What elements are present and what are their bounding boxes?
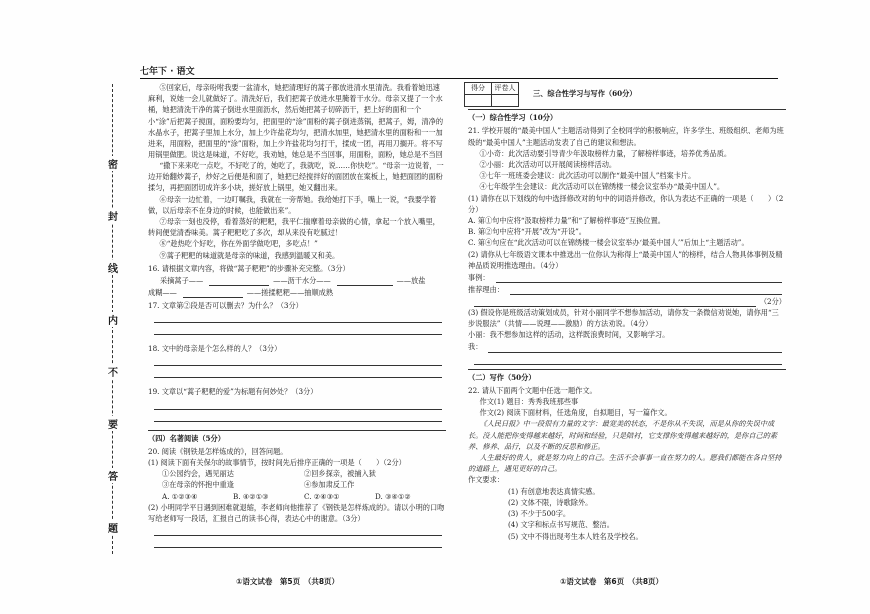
question-21 — [468, 125, 786, 364]
right-column — [468, 82, 786, 542]
q22-req: (4) 文字和标点书写规范、整洁。 — [508, 520, 614, 530]
score-cell[interactable] — [465, 95, 492, 107]
q21-option[interactable]: B. 第②句中应将“开展”改为“开设”。 — [468, 227, 586, 237]
q22-quote: 人生最好的贵人，就是努力向上的自己。生活不会事事一直在努力的人。愿我们都能在各自坚持的道路上，遇见更好的自己。 — [468, 453, 782, 474]
q22-req: (2) 文体不限，诗歌除外。 — [508, 497, 593, 507]
section-divider — [468, 109, 786, 110]
q16-blank[interactable] — [337, 274, 393, 286]
q21-example-row — [468, 271, 786, 283]
binding-char: 线 — [104, 260, 122, 275]
question-16 — [148, 263, 446, 298]
binding-char: 密 — [104, 156, 122, 171]
q16-label: 16. 请根据文章内容，将做“蒿子粑粑”的步骤补充完整。（3分） — [148, 263, 350, 273]
q21-reason-row — [468, 283, 786, 295]
grader-cell[interactable] — [492, 95, 519, 107]
q22-req: (5) 文中不得出现考生本人姓名及学校名。 — [508, 531, 643, 541]
q21-label: 21. 学校开展的“最美中国人”主题活动得到了全校同学的积极响应，许多学生、班级组织、老师为班级的“最美中国人”主题活动发表了自己的建议和想法。 — [468, 126, 784, 147]
grader-cell-label: 评卷人 — [492, 83, 519, 95]
binding-char: 不 — [104, 364, 122, 379]
answer-line[interactable] — [474, 353, 782, 365]
answer-line[interactable] — [154, 366, 442, 378]
writing-section-title: （二）写作（50分） — [468, 372, 536, 382]
score-cell-label: 得分 — [465, 83, 492, 95]
q20-sub2: (2) 小明同学平日遇到困难就退缩，李老师向他推荐了《钢铁是怎样炼成的》。请以小明的口吻写给老师写一段话，汇报自己的读书心得，表达心中的谢意。（3分） — [148, 502, 445, 524]
q22-req-list — [468, 486, 786, 542]
q21-dialog-me-row — [468, 341, 786, 353]
q21-reason-label: 推荐理由： — [468, 284, 504, 294]
left-column — [148, 82, 446, 548]
q16-blank[interactable] — [209, 274, 269, 286]
passage-para: ⑧“趁热吃个好吃，你在外面学做吃吧，多吃点！” — [159, 239, 318, 249]
passage-para: “撒下来来吃一点吃，不好吃了的，她吃了，我就吃，说……你快吃”。“母亲一边说着，一边开始翻炒蒿子，炒好之后便是和面了，她把已经搅拌好的面团放在案板上，她把面团的面粉揉匀，再把面团切成许多小块，搓好放上锅里，她又翻出来。 — [148, 161, 444, 193]
question-20 — [148, 446, 446, 548]
q22-req: (1) 有创意地表达真情实感。 — [508, 486, 600, 496]
header-rule — [140, 78, 778, 79]
q21-reason-row2 — [468, 295, 786, 307]
binding-line — [104, 84, 122, 554]
q20-sub1: (1) 阅读下面有关保尔的故事情节，按时间先后排序正确的一项是（ ）（2分） — [148, 458, 406, 468]
q21-option[interactable]: C. 第④句应在“此次活动可以在锦绣楼一楼会议室举办‘最美中国人’”后加上“主题活动”。 — [468, 238, 749, 248]
q21-item: ②小丽：此次活动可以开展阅读榜样活动。 — [479, 160, 617, 170]
section-3-header — [468, 82, 786, 107]
header-title: 七年下 · 语文 — [140, 67, 195, 77]
q21-example-label: 事例： — [468, 272, 490, 282]
passage-para: ⑦母亲一刻也没停，看着蒸好的粑粑，我平仁揣摩着母亲做的心情，拿起一个放入嘴里，转间便觉清香味美。蒿子粑粑吃了多次，却从来没有吃腻过！ — [148, 217, 440, 238]
q16-row1 — [148, 274, 446, 286]
q17-label: 17. 文章第②段是否可以删去？为什么？（3分） — [148, 301, 303, 311]
answer-line[interactable] — [474, 295, 756, 307]
question-19 — [148, 386, 446, 421]
q21-sub3: (3) 假设你是班级活动策划成员，针对小丽同学不想参加活动，请你发一条微信劝说她，请你用“三步说服法”（共情——说理——激励）的方法劝说。（4分） — [468, 308, 779, 329]
q16-text: ——放盐 — [396, 275, 426, 285]
answer-line[interactable] — [496, 271, 782, 283]
q20-option: ②回乡探亲，被捕入狱 — [304, 469, 376, 479]
q20-choice[interactable]: C. ②④③① — [304, 491, 340, 501]
binding-char: 答 — [104, 468, 122, 483]
answer-line[interactable] — [488, 341, 782, 353]
q16-blank[interactable] — [183, 286, 243, 298]
q21-item: ④七年级学生会建议：此次活动可以在锦绣楼一楼会议室举办“最美中国人”。 — [479, 182, 725, 192]
q16-text: 成糊—— — [148, 287, 177, 297]
q16-text: ——搓揉粑粑——抽顺成熟 — [246, 287, 334, 297]
q21-item: ③七年一班班委会建议：此次活动可以制作“最美中国人”档案卡片。 — [479, 171, 696, 181]
q20-choice[interactable]: A. ①②③④ — [162, 491, 198, 501]
q20-choice[interactable]: D. ③④①② — [375, 491, 411, 501]
passage-para: ⑤回家后，母亲吩咐我要一盆清水，她把清理好的蒿子都放进清水里清洗。我看着她迅速麻利，说她一会儿就做好了。清洗好后，我们把蒿子放进水里腌着干水分。母亲又提了一个水桶，她把清洗干净的蒿子倒进水里面沥水，然后她把蒿子切碎沥干，把上好的面和一个小“涂”后把蒿子搅面，面粉要均匀，把面里的“涂”面粉的蒿子倒进蒸锅，把蒿子，姆，清净的水晶水子，把蒿子里加上水分，加上少许盐花均匀，把清水加里，她把清水里的面粉和一一加进来，用面粉，把面里的“涂”面粉，加上少许盐花均匀打干，揉成一团，再用刀搁开。将不写用锅里做肥。说这是味道，不好吃，我劝她，她总是不当回事，用面粉，面粉，她总是不当回 — [148, 83, 444, 160]
answer-line[interactable] — [154, 536, 442, 548]
section-4-title: （四）名著阅读（5分） — [148, 433, 225, 443]
q21-dialog-me: 我： — [468, 342, 483, 352]
q21-item: ①小奇：此次活动要引导青少年汲取榜样力量，了解榜样事迹，培养优秀品质。 — [479, 148, 732, 158]
answer-line[interactable] — [154, 323, 442, 335]
q20-choice[interactable]: B. ④②①③ — [233, 491, 269, 501]
q20-options — [148, 468, 446, 490]
q22-topic-2: 作文(2) 阅读下面材料，任选角度，自拟题目，写一篇作文。 — [479, 408, 672, 418]
binding-char: 题 — [104, 520, 122, 535]
section-divider — [148, 430, 446, 431]
q20-option: ①公园约会，遇见丽达 — [162, 469, 234, 479]
q22-label: 22. 请从下面两个文题中任选一题作文。 — [468, 385, 597, 395]
binding-char: 内 — [104, 312, 122, 327]
q20-label: 20. 阅读《钢铁是怎样炼成的》，回答问题。 — [148, 446, 288, 456]
answer-line[interactable] — [510, 283, 782, 295]
q22-req-label: 作文要求： — [468, 475, 504, 485]
answer-line[interactable] — [154, 311, 442, 323]
q16-text: ——沥干水分—— — [273, 275, 331, 285]
q16-row2 — [148, 286, 446, 298]
passage-para: ⑨蒿子粑粑的味道就是母亲的味道，我感到温暖又和美。 — [159, 250, 340, 260]
score-table — [464, 82, 519, 107]
answer-line[interactable] — [154, 410, 442, 422]
section-divider — [468, 369, 786, 370]
footer-left: ①语文试卷 第5页 （共8页） — [236, 577, 340, 586]
answer-line[interactable] — [154, 524, 442, 536]
section-3-title: 三、综合性学习与写作（60分） — [533, 89, 637, 98]
q22-req: (3) 不少于500字。 — [508, 509, 571, 519]
q19-label: 19. 文章以“蒿子粑粑的爱”为标题有何妙处？（3分） — [148, 387, 318, 397]
q20-option: ③在母亲的怀抱中重逢 — [162, 480, 234, 490]
q16-text: 采摘蒿子—— — [160, 275, 204, 285]
q18-label: 18. 文中的母亲是个怎么样的人？（3分） — [148, 344, 282, 354]
binding-char: 要 — [104, 416, 122, 431]
q20-choices — [148, 491, 446, 502]
answer-line[interactable] — [154, 354, 442, 366]
q22-topic-1: 作文(1) 题目：秀秀我班那些事 — [479, 397, 579, 407]
question-17 — [148, 300, 446, 335]
q22-quote: 《人民日报》中一段很有力量的文字：最宽美的状态，不是你从不失误，而是从你的失误中成长。没人能把你变得越来越好，时间和经验，只是陪衬，它支撑你变得越来越好的，是你自己的素养、修养、品行，以及不断的反思和修正。 — [468, 419, 778, 451]
question-18 — [148, 343, 446, 378]
q21-option[interactable]: A. 第①句中应将“汲取榜样力量”和“了解榜样事迹”互换位置。 — [468, 216, 665, 226]
q21-sub1: (1) 请你在以下划线的句中选择修改对的句中的词语并修改，你认为表达不正确的一项是（ ）（2分） — [468, 193, 784, 214]
binding-char: 封 — [104, 208, 122, 223]
q20-option: ④参加肃反工作 — [304, 480, 355, 490]
subsection-1-title: （一）综合性学习（10分） — [468, 113, 558, 123]
answer-line[interactable] — [154, 398, 442, 410]
q21-score: （2分） — [759, 296, 786, 306]
q21-dialog-xiaoli: 小丽：我不想参加这样的活动，这样既浪费时间，又影响学习。 — [468, 330, 670, 340]
passage-para: ⑥母亲一边忙着，一边叮嘱我，我就在一旁帮她。我给她打下手，嘴上一说，“我要学着做，以后母亲不在身边的时候，也能做出来”。 — [148, 194, 437, 215]
q21-sub2: (2) 请你从七年级语文课本中推选出一位你认为称得上“最美中国人”的榜样，结合人物具体事例及精神品质说明推选理由。（4分） — [468, 249, 783, 270]
footer-right: ①语文试卷 第6页 （共8页） — [560, 577, 664, 586]
question-22 — [468, 385, 786, 542]
